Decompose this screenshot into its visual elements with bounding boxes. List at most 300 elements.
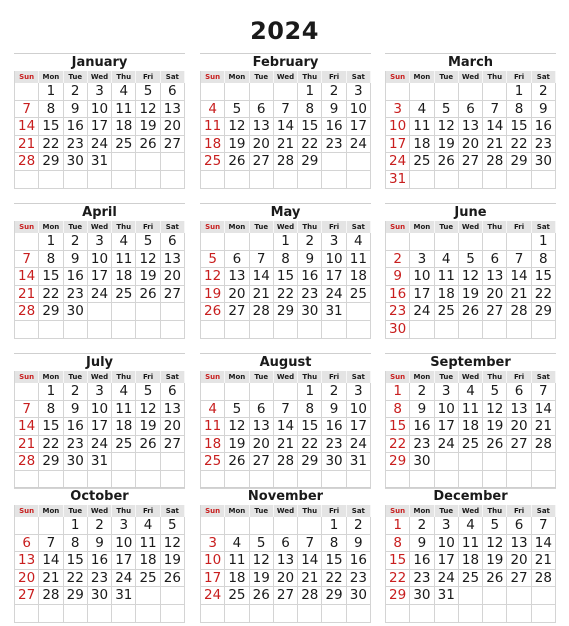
weekday-header: Mon xyxy=(410,71,434,83)
weekday-header: Fri xyxy=(507,505,531,517)
empty-day-cell xyxy=(459,471,483,489)
day-cell: 2 xyxy=(298,233,322,251)
day-cell: 6 xyxy=(15,535,39,553)
month-title: October xyxy=(14,487,185,505)
day-cell: 3 xyxy=(88,383,112,401)
day-cell: 29 xyxy=(386,453,410,471)
day-cell: 24 xyxy=(88,436,112,454)
day-cell: 12 xyxy=(483,401,507,419)
weekday-header: Wed xyxy=(88,371,112,383)
day-cell: 23 xyxy=(347,570,371,588)
day-cell: 21 xyxy=(15,286,39,304)
day-cell: 5 xyxy=(201,251,225,269)
day-cell: 25 xyxy=(435,303,459,321)
weekday-header: Tue xyxy=(250,221,274,233)
empty-day-cell xyxy=(435,171,459,189)
month-day-grid xyxy=(14,71,185,189)
day-cell: 1 xyxy=(39,83,63,101)
empty-day-cell xyxy=(483,471,507,489)
day-cell: 3 xyxy=(88,233,112,251)
empty-day-cell xyxy=(112,453,136,471)
day-cell: 22 xyxy=(298,436,322,454)
day-cell: 16 xyxy=(347,552,371,570)
day-cell: 7 xyxy=(507,251,531,269)
day-cell: 25 xyxy=(112,286,136,304)
month-day-grid xyxy=(14,221,185,339)
day-cell: 16 xyxy=(64,118,88,136)
empty-day-cell xyxy=(459,587,483,605)
day-cell: 19 xyxy=(459,286,483,304)
empty-day-cell xyxy=(274,605,298,623)
day-cell: 17 xyxy=(88,418,112,436)
weekday-header: Thu xyxy=(112,505,136,517)
day-cell: 22 xyxy=(39,286,63,304)
day-cell: 21 xyxy=(15,436,39,454)
day-cell: 24 xyxy=(322,286,346,304)
day-cell: 11 xyxy=(410,118,434,136)
day-cell: 31 xyxy=(347,453,371,471)
empty-day-cell xyxy=(136,321,160,339)
weekday-header: Mon xyxy=(225,71,249,83)
day-cell: 12 xyxy=(201,268,225,286)
weekday-header: Fri xyxy=(136,505,160,517)
day-cell: 2 xyxy=(322,83,346,101)
day-cell: 1 xyxy=(322,517,346,535)
weekday-header: Mon xyxy=(39,221,63,233)
day-cell: 16 xyxy=(410,418,434,436)
day-cell: 5 xyxy=(225,101,249,119)
weekday-header: Thu xyxy=(483,71,507,83)
day-cell: 4 xyxy=(136,517,160,535)
day-cell: 5 xyxy=(483,383,507,401)
empty-day-cell xyxy=(201,233,225,251)
empty-day-cell xyxy=(410,83,434,101)
empty-day-cell xyxy=(225,383,249,401)
empty-day-cell xyxy=(64,171,88,189)
day-cell: 5 xyxy=(483,517,507,535)
empty-day-cell xyxy=(225,171,249,189)
day-cell: 26 xyxy=(483,570,507,588)
day-cell: 3 xyxy=(201,535,225,553)
day-cell: 25 xyxy=(201,453,225,471)
day-cell: 29 xyxy=(298,453,322,471)
day-cell: 9 xyxy=(347,535,371,553)
day-cell: 9 xyxy=(322,401,346,419)
day-cell: 17 xyxy=(112,552,136,570)
day-cell: 5 xyxy=(225,401,249,419)
empty-day-cell xyxy=(136,587,160,605)
day-cell: 15 xyxy=(39,418,63,436)
weekday-header: Tue xyxy=(435,371,459,383)
day-cell: 12 xyxy=(459,268,483,286)
day-cell: 8 xyxy=(386,535,410,553)
weekday-header: Wed xyxy=(274,71,298,83)
empty-day-cell xyxy=(15,321,39,339)
empty-day-cell xyxy=(386,471,410,489)
day-cell: 22 xyxy=(532,286,556,304)
month-title: November xyxy=(200,487,371,505)
day-cell: 6 xyxy=(250,101,274,119)
empty-day-cell xyxy=(136,303,160,321)
month-september xyxy=(385,353,556,489)
empty-day-cell xyxy=(386,233,410,251)
day-cell: 21 xyxy=(15,136,39,154)
day-cell: 15 xyxy=(39,118,63,136)
day-cell: 13 xyxy=(250,418,274,436)
month-day-grid xyxy=(14,371,185,489)
empty-day-cell xyxy=(483,321,507,339)
day-cell: 26 xyxy=(483,436,507,454)
day-cell: 7 xyxy=(15,101,39,119)
day-cell: 22 xyxy=(386,570,410,588)
month-title: February xyxy=(200,53,371,71)
day-cell: 9 xyxy=(64,251,88,269)
day-cell: 2 xyxy=(88,517,112,535)
day-cell: 25 xyxy=(347,286,371,304)
weekday-header: Mon xyxy=(225,505,249,517)
day-cell: 2 xyxy=(410,383,434,401)
day-cell: 25 xyxy=(136,570,160,588)
empty-day-cell xyxy=(112,153,136,171)
weekday-header: Fri xyxy=(136,221,160,233)
day-cell: 24 xyxy=(112,570,136,588)
empty-day-cell xyxy=(410,605,434,623)
day-cell: 27 xyxy=(483,303,507,321)
empty-day-cell xyxy=(136,171,160,189)
empty-day-cell xyxy=(88,321,112,339)
day-cell: 9 xyxy=(532,101,556,119)
day-cell: 30 xyxy=(64,453,88,471)
weekday-header: Sat xyxy=(532,71,556,83)
empty-day-cell xyxy=(435,605,459,623)
day-cell: 8 xyxy=(39,251,63,269)
empty-day-cell xyxy=(225,517,249,535)
day-cell: 4 xyxy=(435,251,459,269)
weekday-header: Wed xyxy=(274,371,298,383)
day-cell: 5 xyxy=(161,517,185,535)
day-cell: 12 xyxy=(225,118,249,136)
day-cell: 13 xyxy=(161,251,185,269)
day-cell: 2 xyxy=(64,383,88,401)
empty-day-cell xyxy=(225,471,249,489)
weekday-header: Sat xyxy=(532,371,556,383)
day-cell: 25 xyxy=(225,587,249,605)
month-title: January xyxy=(14,53,185,71)
weekday-header: Sat xyxy=(347,71,371,83)
month-december xyxy=(385,487,556,623)
day-cell: 3 xyxy=(435,517,459,535)
day-cell: 17 xyxy=(435,552,459,570)
empty-day-cell xyxy=(39,517,63,535)
weekday-header: Sun xyxy=(201,221,225,233)
empty-day-cell xyxy=(250,233,274,251)
day-cell: 14 xyxy=(483,118,507,136)
weekday-header: Tue xyxy=(435,505,459,517)
empty-day-cell xyxy=(298,605,322,623)
empty-day-cell xyxy=(136,605,160,623)
day-cell: 11 xyxy=(435,268,459,286)
day-cell: 20 xyxy=(225,286,249,304)
empty-day-cell xyxy=(386,83,410,101)
empty-day-cell xyxy=(507,587,531,605)
weekday-header: Wed xyxy=(459,505,483,517)
empty-day-cell xyxy=(161,321,185,339)
month-title: December xyxy=(385,487,556,505)
empty-day-cell xyxy=(435,453,459,471)
day-cell: 22 xyxy=(298,136,322,154)
day-cell: 26 xyxy=(435,153,459,171)
empty-day-cell xyxy=(459,453,483,471)
day-cell: 20 xyxy=(161,418,185,436)
day-cell: 7 xyxy=(274,101,298,119)
empty-day-cell xyxy=(15,471,39,489)
day-cell: 1 xyxy=(386,383,410,401)
empty-day-cell xyxy=(201,605,225,623)
day-cell: 12 xyxy=(161,535,185,553)
empty-day-cell xyxy=(532,453,556,471)
weekday-header: Sun xyxy=(386,221,410,233)
day-cell: 28 xyxy=(532,436,556,454)
empty-day-cell xyxy=(15,83,39,101)
day-cell: 16 xyxy=(322,118,346,136)
day-cell: 16 xyxy=(298,268,322,286)
weekday-header: Tue xyxy=(250,505,274,517)
day-cell: 1 xyxy=(532,233,556,251)
day-cell: 9 xyxy=(386,268,410,286)
day-cell: 4 xyxy=(459,383,483,401)
weekday-header: Fri xyxy=(507,221,531,233)
day-cell: 8 xyxy=(274,251,298,269)
weekday-header: Fri xyxy=(322,221,346,233)
empty-day-cell xyxy=(39,321,63,339)
month-day-grid xyxy=(385,371,556,489)
empty-day-cell xyxy=(39,471,63,489)
day-cell: 17 xyxy=(88,268,112,286)
weekday-header: Sat xyxy=(532,505,556,517)
month-day-grid xyxy=(200,371,371,489)
day-cell: 8 xyxy=(298,401,322,419)
day-cell: 5 xyxy=(136,83,160,101)
day-cell: 6 xyxy=(459,101,483,119)
day-cell: 27 xyxy=(250,453,274,471)
day-cell: 10 xyxy=(347,101,371,119)
day-cell: 28 xyxy=(39,587,63,605)
empty-day-cell xyxy=(15,605,39,623)
day-cell: 6 xyxy=(507,517,531,535)
day-cell: 24 xyxy=(410,303,434,321)
weekday-header: Wed xyxy=(459,221,483,233)
empty-day-cell xyxy=(88,471,112,489)
day-cell: 23 xyxy=(322,136,346,154)
empty-day-cell xyxy=(274,383,298,401)
weekday-header: Mon xyxy=(225,221,249,233)
empty-day-cell xyxy=(161,453,185,471)
day-cell: 10 xyxy=(322,251,346,269)
weekday-header: Wed xyxy=(88,221,112,233)
day-cell: 26 xyxy=(225,453,249,471)
day-cell: 15 xyxy=(298,418,322,436)
day-cell: 6 xyxy=(483,251,507,269)
day-cell: 7 xyxy=(532,383,556,401)
day-cell: 20 xyxy=(483,286,507,304)
day-cell: 7 xyxy=(483,101,507,119)
day-cell: 22 xyxy=(64,570,88,588)
day-cell: 30 xyxy=(64,303,88,321)
month-may xyxy=(200,203,371,339)
day-cell: 26 xyxy=(161,570,185,588)
day-cell: 8 xyxy=(64,535,88,553)
weekday-header: Mon xyxy=(39,71,63,83)
day-cell: 25 xyxy=(112,436,136,454)
empty-day-cell xyxy=(459,321,483,339)
empty-day-cell xyxy=(250,171,274,189)
day-cell: 11 xyxy=(459,535,483,553)
empty-day-cell xyxy=(435,321,459,339)
day-cell: 21 xyxy=(298,570,322,588)
month-title: August xyxy=(200,353,371,371)
day-cell: 16 xyxy=(386,286,410,304)
empty-day-cell xyxy=(322,153,346,171)
day-cell: 30 xyxy=(347,587,371,605)
empty-day-cell xyxy=(201,171,225,189)
month-day-grid xyxy=(200,505,371,623)
day-cell: 23 xyxy=(64,286,88,304)
weekday-header: Sat xyxy=(347,221,371,233)
empty-day-cell xyxy=(507,605,531,623)
day-cell: 29 xyxy=(39,453,63,471)
day-cell: 10 xyxy=(347,401,371,419)
day-cell: 24 xyxy=(347,436,371,454)
day-cell: 10 xyxy=(112,535,136,553)
month-title: July xyxy=(14,353,185,371)
day-cell: 18 xyxy=(459,552,483,570)
weekday-header: Fri xyxy=(136,371,160,383)
day-cell: 23 xyxy=(88,570,112,588)
weekday-header: Thu xyxy=(298,71,322,83)
empty-day-cell xyxy=(298,517,322,535)
empty-day-cell xyxy=(161,153,185,171)
empty-day-cell xyxy=(459,83,483,101)
day-cell: 3 xyxy=(112,517,136,535)
day-cell: 20 xyxy=(15,570,39,588)
month-march xyxy=(385,53,556,189)
day-cell: 31 xyxy=(386,171,410,189)
empty-day-cell xyxy=(15,233,39,251)
day-cell: 16 xyxy=(410,552,434,570)
empty-day-cell xyxy=(507,453,531,471)
day-cell: 1 xyxy=(39,383,63,401)
empty-day-cell xyxy=(274,171,298,189)
day-cell: 17 xyxy=(347,418,371,436)
weekday-header: Mon xyxy=(39,505,63,517)
empty-day-cell xyxy=(483,587,507,605)
month-june xyxy=(385,203,556,339)
day-cell: 7 xyxy=(274,401,298,419)
day-cell: 21 xyxy=(507,286,531,304)
day-cell: 2 xyxy=(386,251,410,269)
day-cell: 20 xyxy=(507,552,531,570)
empty-day-cell xyxy=(298,171,322,189)
day-cell: 18 xyxy=(201,136,225,154)
empty-day-cell xyxy=(112,303,136,321)
day-cell: 11 xyxy=(201,118,225,136)
day-cell: 29 xyxy=(39,153,63,171)
day-cell: 14 xyxy=(15,268,39,286)
day-cell: 20 xyxy=(459,136,483,154)
month-day-grid xyxy=(14,505,185,623)
day-cell: 20 xyxy=(250,436,274,454)
day-cell: 11 xyxy=(112,101,136,119)
empty-day-cell xyxy=(250,471,274,489)
weekday-header: Fri xyxy=(136,71,160,83)
empty-day-cell xyxy=(435,83,459,101)
empty-day-cell xyxy=(459,233,483,251)
day-cell: 19 xyxy=(435,136,459,154)
day-cell: 20 xyxy=(274,570,298,588)
day-cell: 29 xyxy=(322,587,346,605)
day-cell: 26 xyxy=(136,286,160,304)
day-cell: 12 xyxy=(136,401,160,419)
day-cell: 28 xyxy=(298,587,322,605)
day-cell: 4 xyxy=(347,233,371,251)
day-cell: 15 xyxy=(64,552,88,570)
day-cell: 26 xyxy=(225,153,249,171)
day-cell: 14 xyxy=(532,401,556,419)
weekday-header: Tue xyxy=(64,371,88,383)
day-cell: 25 xyxy=(459,570,483,588)
day-cell: 28 xyxy=(15,453,39,471)
empty-day-cell xyxy=(532,587,556,605)
empty-day-cell xyxy=(347,153,371,171)
day-cell: 11 xyxy=(347,251,371,269)
weekday-header: Mon xyxy=(225,371,249,383)
day-cell: 24 xyxy=(347,136,371,154)
day-cell: 12 xyxy=(435,118,459,136)
empty-day-cell xyxy=(386,605,410,623)
empty-day-cell xyxy=(532,171,556,189)
empty-day-cell xyxy=(298,471,322,489)
day-cell: 12 xyxy=(225,418,249,436)
day-cell: 13 xyxy=(459,118,483,136)
empty-day-cell xyxy=(225,233,249,251)
day-cell: 21 xyxy=(250,286,274,304)
day-cell: 27 xyxy=(161,136,185,154)
day-cell: 21 xyxy=(483,136,507,154)
month-title: May xyxy=(200,203,371,221)
empty-day-cell xyxy=(88,605,112,623)
weekday-header: Tue xyxy=(64,221,88,233)
day-cell: 17 xyxy=(435,418,459,436)
day-cell: 18 xyxy=(112,268,136,286)
day-cell: 10 xyxy=(88,251,112,269)
weekday-header: Sun xyxy=(386,371,410,383)
day-cell: 30 xyxy=(410,453,434,471)
weekday-header: Thu xyxy=(112,221,136,233)
day-cell: 13 xyxy=(507,535,531,553)
day-cell: 23 xyxy=(298,286,322,304)
day-cell: 27 xyxy=(161,436,185,454)
day-cell: 23 xyxy=(410,436,434,454)
weekday-header: Sat xyxy=(161,71,185,83)
weekday-header: Sun xyxy=(386,505,410,517)
day-cell: 13 xyxy=(274,552,298,570)
day-cell: 28 xyxy=(274,453,298,471)
day-cell: 16 xyxy=(532,118,556,136)
day-cell: 7 xyxy=(39,535,63,553)
empty-day-cell xyxy=(322,171,346,189)
empty-day-cell xyxy=(507,321,531,339)
day-cell: 14 xyxy=(298,552,322,570)
